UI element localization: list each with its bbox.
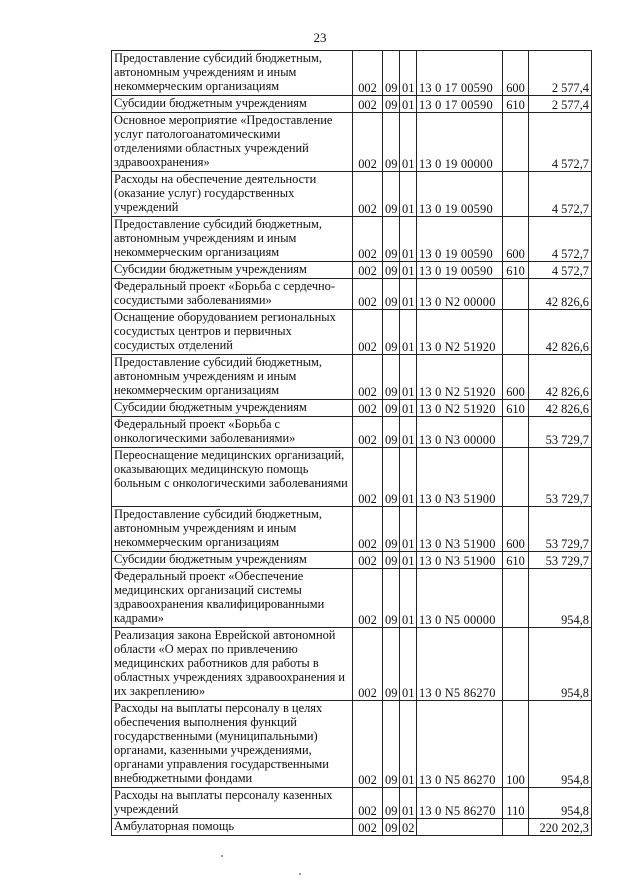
scan-speck [299,873,301,875]
table-row [112,310,592,355]
target-code: 13 0 19 00590 [417,172,503,217]
target-code: 13 0 N5 86270 [417,788,503,819]
subsection-code: 01 [400,279,417,310]
amount: 954,8 [529,628,592,701]
row-name: Амбулаторная помощь [112,819,353,836]
amount: 53 729,7 [529,552,592,569]
admin-code: 002 [353,51,383,96]
section-code: 09 [383,507,400,552]
expense-type-code: 610 [503,400,529,417]
subsection-code: 01 [400,172,417,217]
subsection-code: 01 [400,507,417,552]
admin-code: 002 [353,279,383,310]
table-row [112,279,592,310]
section-code: 09 [383,552,400,569]
amount: 53 729,7 [529,448,592,507]
scan-speck [221,855,223,857]
expense-type-code: 610 [503,552,529,569]
target-code: 13 0 17 00590 [417,51,503,96]
target-code: 13 0 19 00590 [417,217,503,262]
subsection-code: 01 [400,355,417,400]
target-code [417,819,503,836]
section-code: 09 [383,417,400,448]
target-code: 13 0 19 00590 [417,262,503,279]
subsection-code: 01 [400,400,417,417]
subsection-code: 01 [400,113,417,172]
row-name: Предоставление субсидий бюджетным, автономным учреждениям и иным некоммерческим организациям [112,507,353,552]
expense-type-code: 100 [503,701,529,788]
expense-type-code [503,113,529,172]
amount: 4 572,7 [529,217,592,262]
target-code: 13 0 N2 51920 [417,400,503,417]
amount: 220 202,3 [529,819,592,836]
page-number: 23 [313,30,327,45]
admin-code: 002 [353,310,383,355]
expense-type-code [503,310,529,355]
subsection-code: 01 [400,217,417,262]
admin-code: 002 [353,262,383,279]
target-code: 13 0 N2 51920 [417,355,503,400]
subsection-code: 01 [400,701,417,788]
admin-code: 002 [353,217,383,262]
table-row [112,400,592,417]
amount: 4 572,7 [529,113,592,172]
subsection-code: 01 [400,310,417,355]
row-name: Предоставление субсидий бюджетным, автономным учреждениям и иным некоммерческим организациям [112,355,353,400]
target-code: 13 0 N5 86270 [417,628,503,701]
admin-code: 002 [353,507,383,552]
subsection-code: 01 [400,262,417,279]
section-code: 09 [383,819,400,836]
table-row [112,448,592,507]
target-code: 13 0 N2 00000 [417,279,503,310]
admin-code: 002 [353,172,383,217]
admin-code: 002 [353,552,383,569]
row-name: Федеральный проект «Обеспечение медицинских организаций системы здравоохранения квалифицированными кадрами» [112,569,353,628]
section-code: 09 [383,448,400,507]
admin-code: 002 [353,569,383,628]
row-name: Федеральный проект «Борьба с онкологическими заболеваниями» [112,417,353,448]
row-name: Субсидии бюджетным учреждениям [112,262,353,279]
table-row [112,417,592,448]
row-name: Субсидии бюджетным учреждениям [112,96,353,113]
target-code: 13 0 N3 51900 [417,552,503,569]
row-name: Реализация закона Еврейской автономной области «О мерах по привлечению медицинских работников для работы в областных учреждениях здравоохранения и их закреплению» [112,628,353,701]
section-code: 09 [383,310,400,355]
admin-code: 002 [353,400,383,417]
admin-code: 002 [353,788,383,819]
expense-type-code [503,628,529,701]
section-code: 09 [383,113,400,172]
row-name: Переоснащение медицинских организаций, оказывающих медицинскую помощь больным с онкологическими заболеваниями [112,448,353,507]
admin-code: 002 [353,448,383,507]
table-row [112,701,592,788]
subsection-code: 02 [400,819,417,836]
amount: 42 826,6 [529,310,592,355]
subsection-code: 01 [400,552,417,569]
row-name: Предоставление субсидий бюджетным, автономным учреждениям и иным некоммерческим организациям [112,217,353,262]
table-row [112,552,592,569]
row-name: Субсидии бюджетным учреждениям [112,400,353,417]
target-code: 13 0 N3 00000 [417,417,503,448]
target-code: 13 0 17 00590 [417,96,503,113]
row-name: Расходы на обеспечение деятельности (оказание услуг) государственных учреждений [112,172,353,217]
section-code: 09 [383,400,400,417]
row-name: Федеральный проект «Борьба с сердечно-сосудистыми заболеваниями» [112,279,353,310]
table-row [112,355,592,400]
row-name: Оснащение оборудованием региональных сосудистых центров и первичных сосудистых отделений [112,310,353,355]
amount: 42 826,6 [529,279,592,310]
amount: 2 577,4 [529,51,592,96]
expense-type-code: 610 [503,262,529,279]
table-row [112,788,592,819]
expense-type-code: 600 [503,507,529,552]
budget-table [111,50,592,836]
target-code: 13 0 N5 86270 [417,701,503,788]
table-row [112,217,592,262]
table-row [112,262,592,279]
admin-code: 002 [353,819,383,836]
subsection-code: 01 [400,448,417,507]
row-name: Расходы на выплаты персоналу в целях обеспечения выполнения функций государственными (муниципальными) органами, казенными учреждениями, органами управления государственными внебюджетными фондами [112,701,353,788]
section-code: 09 [383,279,400,310]
section-code: 09 [383,51,400,96]
section-code: 09 [383,355,400,400]
row-name: Расходы на выплаты персоналу казенных учреждений [112,788,353,819]
table-row [112,96,592,113]
expense-type-code [503,819,529,836]
amount: 2 577,4 [529,96,592,113]
admin-code: 002 [353,701,383,788]
expense-type-code [503,417,529,448]
amount: 954,8 [529,569,592,628]
target-code: 13 0 N5 00000 [417,569,503,628]
subsection-code: 01 [400,788,417,819]
amount: 4 572,7 [529,262,592,279]
subsection-code: 01 [400,569,417,628]
admin-code: 002 [353,113,383,172]
amount: 42 826,6 [529,355,592,400]
expense-type-code: 600 [503,51,529,96]
section-code: 09 [383,262,400,279]
subsection-code: 01 [400,51,417,96]
section-code: 09 [383,217,400,262]
expense-type-code [503,279,529,310]
expense-type-code: 600 [503,355,529,400]
amount: 53 729,7 [529,507,592,552]
row-name: Основное мероприятие «Предоставление услуг патологоанатомическими отделениями областных учреждений здравоохранения» [112,113,353,172]
expense-type-code: 610 [503,96,529,113]
section-code: 09 [383,172,400,217]
admin-code: 002 [353,96,383,113]
amount: 4 572,7 [529,172,592,217]
expense-type-code [503,448,529,507]
target-code: 13 0 N2 51920 [417,310,503,355]
subsection-code: 01 [400,96,417,113]
expense-type-code: 110 [503,788,529,819]
row-name: Предоставление субсидий бюджетным, автономным учреждениям и иным некоммерческим организациям [112,51,353,96]
table-row [112,172,592,217]
section-code: 09 [383,96,400,113]
target-code: 13 0 N3 51900 [417,448,503,507]
section-code: 09 [383,569,400,628]
subsection-code: 01 [400,417,417,448]
target-code: 13 0 N3 51900 [417,507,503,552]
expense-type-code [503,569,529,628]
section-code: 09 [383,788,400,819]
admin-code: 002 [353,355,383,400]
row-name: Субсидии бюджетным учреждениям [112,552,353,569]
amount: 53 729,7 [529,417,592,448]
admin-code: 002 [353,417,383,448]
expense-type-code: 600 [503,217,529,262]
amount: 954,8 [529,788,592,819]
amount: 42 826,6 [529,400,592,417]
table-row [112,569,592,628]
subsection-code: 01 [400,628,417,701]
admin-code: 002 [353,628,383,701]
table-row [112,628,592,701]
section-code: 09 [383,701,400,788]
section-code: 09 [383,628,400,701]
expense-type-code [503,172,529,217]
table-row [112,51,592,96]
table-row [112,113,592,172]
table-row [112,507,592,552]
table-row [112,819,592,836]
amount: 954,8 [529,701,592,788]
target-code: 13 0 19 00000 [417,113,503,172]
